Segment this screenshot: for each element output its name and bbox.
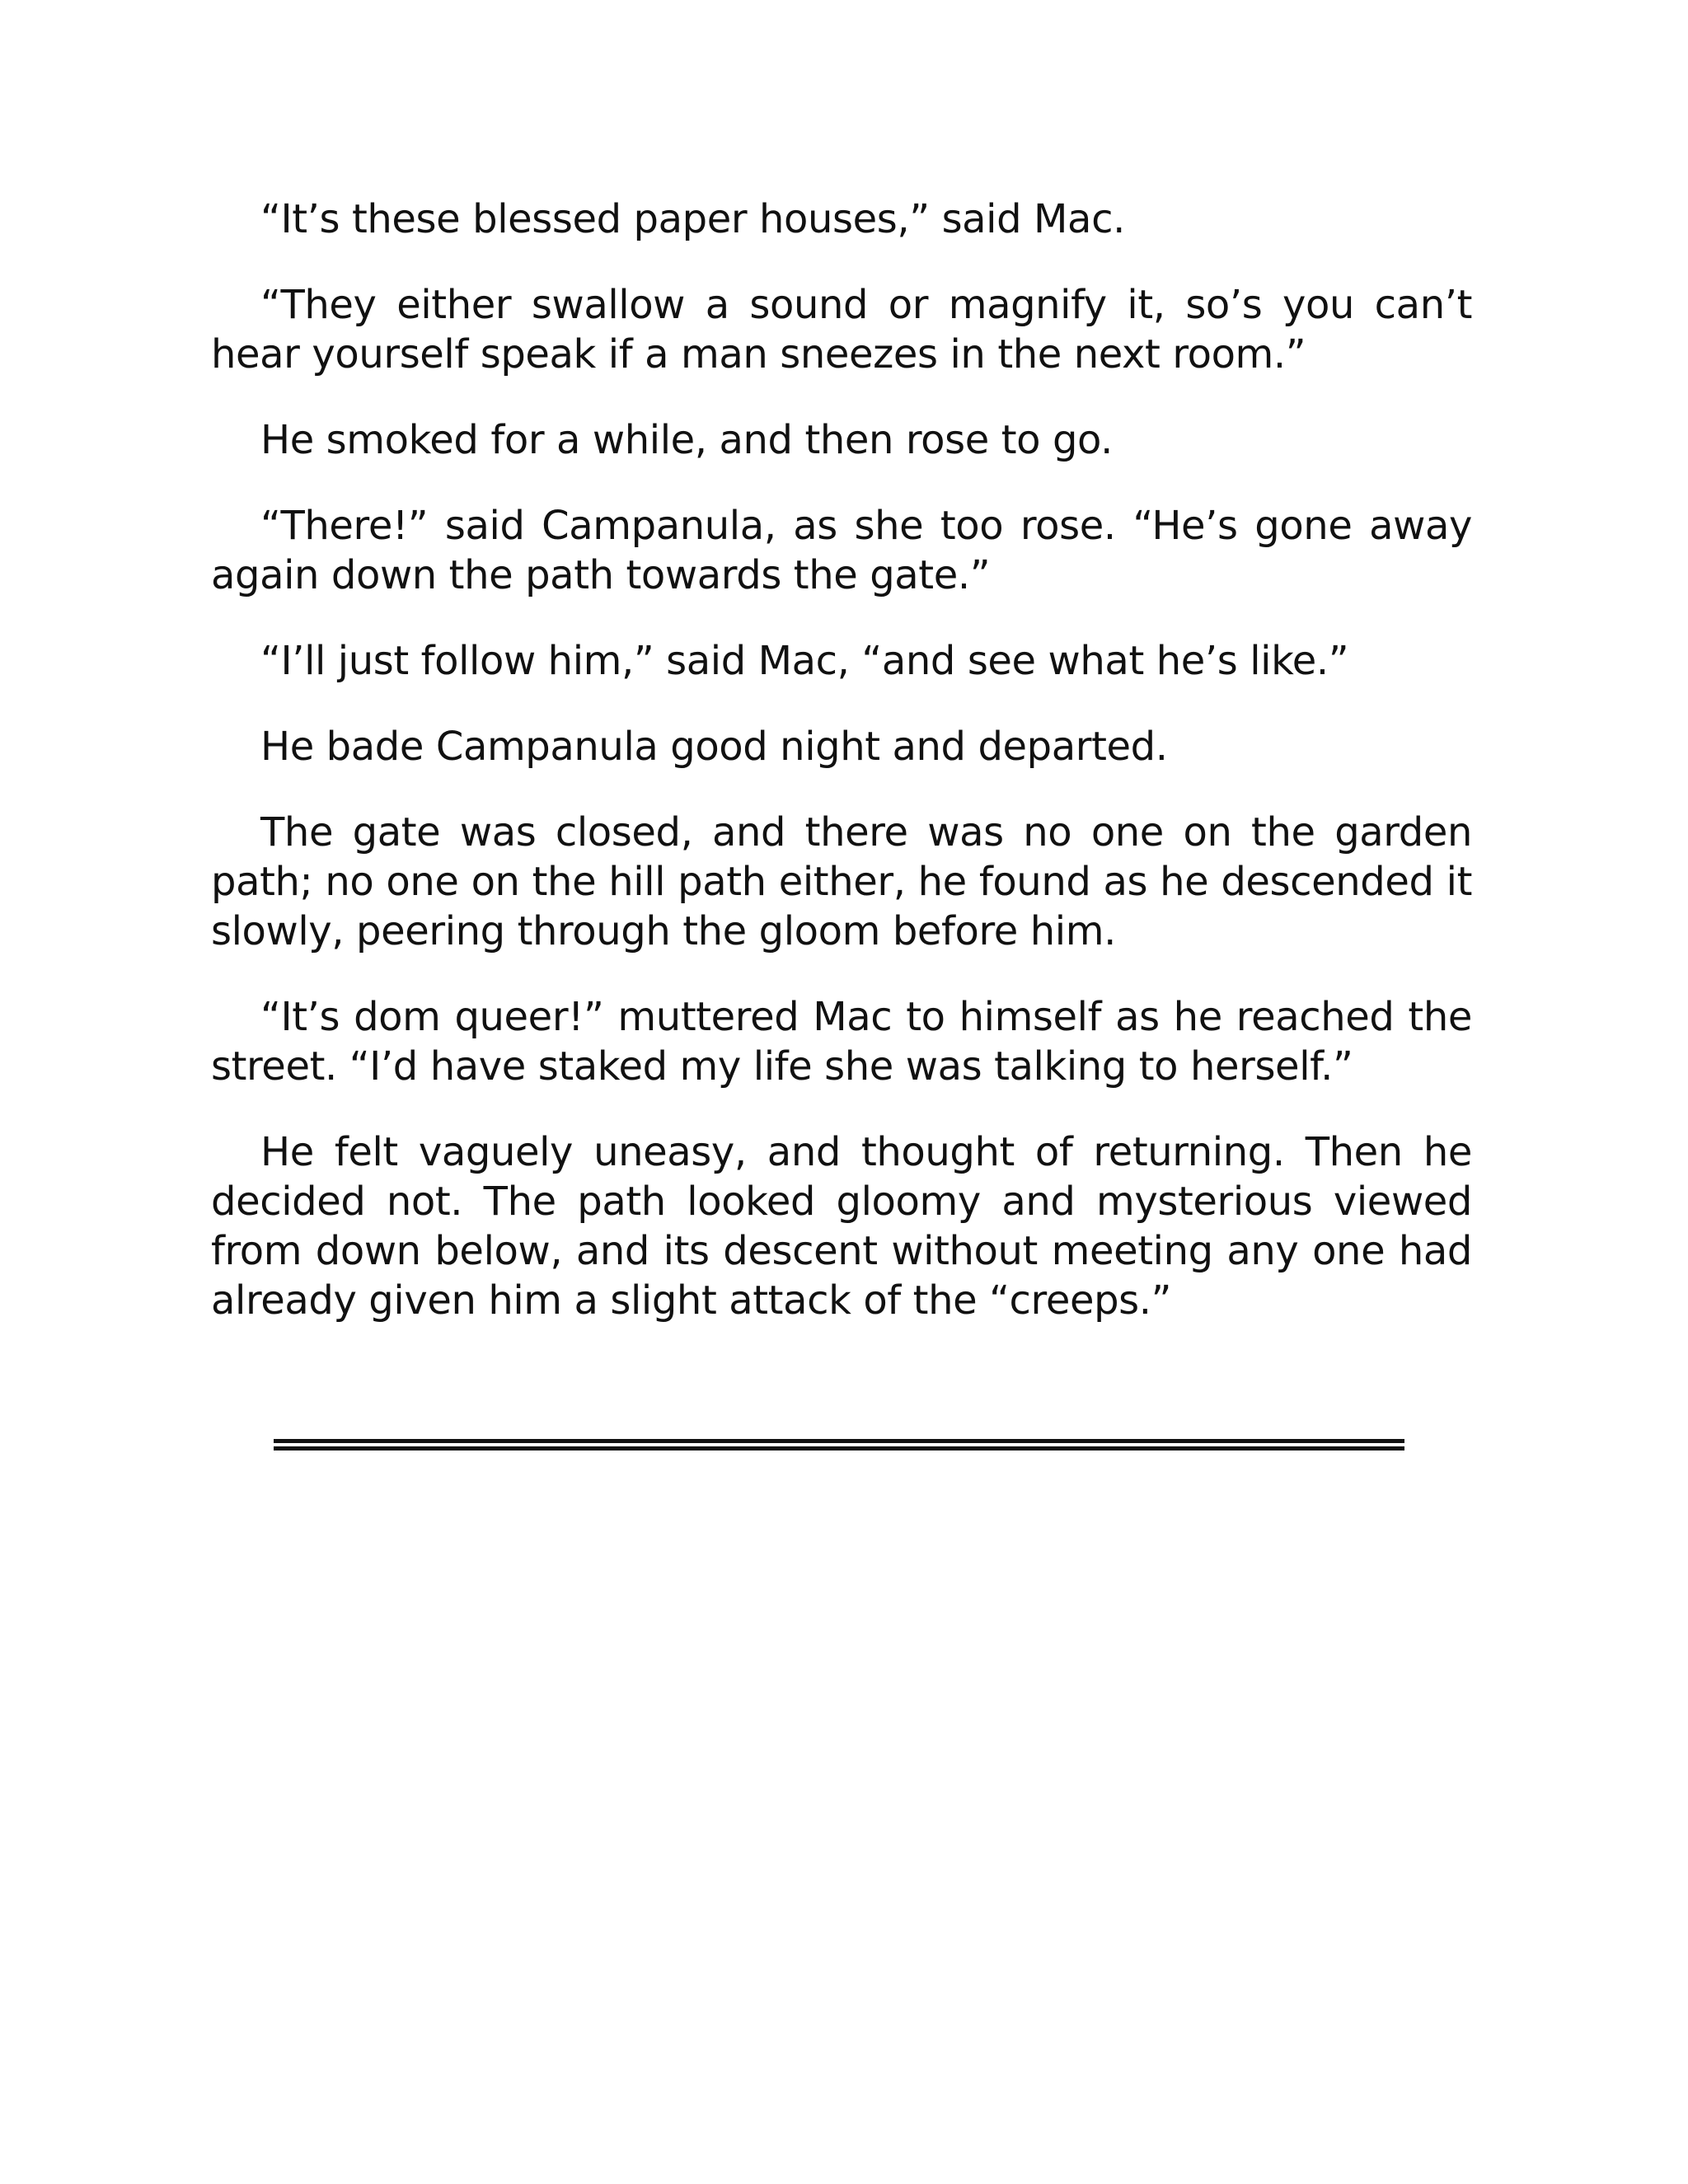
paragraph: “It’s dom queer!” muttered Mac to himself as he reached the street. “I’d have staked my life she was talking to herself.” [211,994,1472,1090]
divider-rule-bottom [274,1446,1404,1451]
paragraph: “There!” said Campanula, as she too rose. “He’s gone away again down the path towards the gate.” [211,503,1472,598]
body-text [211,194,1472,1361]
paragraph: “They either swallow a sound or magnify it, so’s you can’t hear yourself speak if a man sneezes in the next room.” [211,282,1472,377]
paragraph: He bade Campanula good night and departed. [260,724,1168,770]
divider-rule-top [274,1439,1404,1443]
section-divider [274,1439,1404,1451]
paragraph: He felt vaguely uneasy, and thought of returning. Then he decided not. The path looked gloomy and mysterious viewed from down below, and its descent without meeting any one had already given him a slight attack of the “creeps.” [211,1129,1472,1324]
paragraph: He smoked for a while, and then rose to go. [260,417,1114,463]
paragraph: “I’ll just follow him,” said Mac, “and see what he’s like.” [260,638,1349,684]
paragraph: “It’s these blessed paper houses,” said Mac. [260,196,1125,242]
paragraph: The gate was closed, and there was no one on the garden path; no one on the hill path either, he found as he descended it slowly, peering through the gloom before him. [211,809,1472,954]
